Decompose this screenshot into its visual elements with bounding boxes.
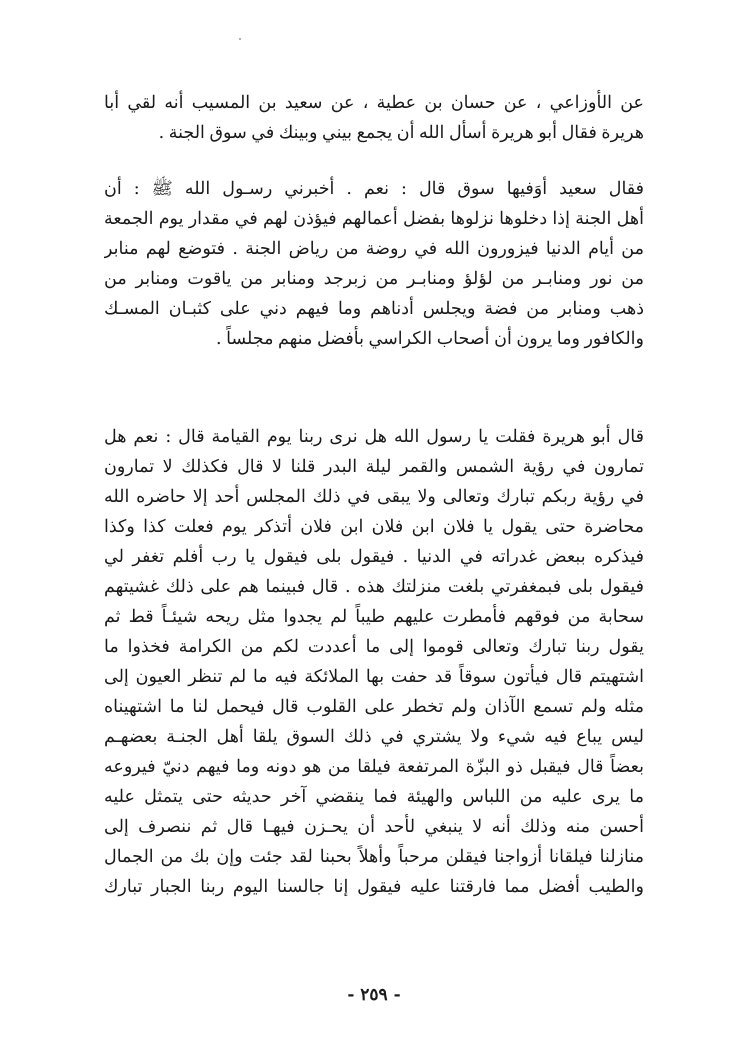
- text-line: عن الأوزاعي ، عن حسان بن عطية ، عن سعيد بن المسيب أنه لقي أبا: [104, 93, 644, 113]
- text-line: ليس يباع فيه شيء ولا يشتري في ذلك السوق يلقا أهل الجنـة بعضهـم: [104, 727, 644, 747]
- text-line: فيقول بلى فبمغفرتي بلغت منزلتك هذه . قال فبينما هم على ذلك غشيتهم: [104, 577, 644, 597]
- text-line: منازلنا فيلقانا أزواجنا فيقلن مرحباً وأهلاً بحبنا لقد جئت وإن بك من الجمال: [104, 847, 644, 867]
- text-line: ذهب ومنابر من فضة ويجلس أدناهم وما فيهم دني على كثبـان المسـك: [104, 299, 644, 319]
- text-line: والكافور وما يرون أن أصحاب الكراسي بأفضل منهم مجلساً .: [215, 329, 644, 349]
- text-line: أهل الجنة إذا دخلوها نزلوها بفضل أعمالهم فيؤذن لهم في مقدار يوم الجمعة: [104, 209, 644, 229]
- text-line: فقال سعيد أوَفيها سوق قال : نعم . أخبرني رسـول الله ﷺ : أن: [104, 179, 644, 199]
- text-line: هريرة فقال أبو هريرة أسأل الله أن يجمع بيني وبينك في سوق الجنة .: [158, 123, 644, 143]
- text-line: والطيب أفضل مما فارقتنا عليه فيقول إنا جالسنا اليوم ربنا الجبار تبارك: [104, 877, 644, 897]
- text-line: في رؤية ربكم تبارك وتعالى ولا يبقى في ذلك المجلس أحد إلا حاضره الله: [104, 487, 644, 507]
- paragraph-2: [104, 174, 644, 354]
- text-line: أحسن منه وذلك أنه لا ينبغي لأحد أن يحـزن فيهـا قال ثم ننصرف إلى: [104, 817, 644, 837]
- paper-speck: [239, 38, 241, 40]
- text-line: تمارون في رؤية الشمس والقمر ليلة البدر قلنا لا قال فكذلك لا تمارون: [104, 457, 644, 477]
- text-line: مثله ولم تسمع الآذان ولم تخطر على القلوب قال فيحمل لنا ما اشتهيناه: [104, 697, 644, 717]
- text-line: يقول ربنا تبارك وتعالى قوموا إلى ما أعددت لكم من الكرامة فخذوا ما: [104, 637, 644, 657]
- text-line: محاضرة حتى يقول يا فلان ابن فلان ابن فلان أتذكر يوم فعلت كذا وكذا: [104, 517, 644, 537]
- text-line: اشتهيتم قال فيأتون سوقاً قد حفت بها الملائكة فيه ما لم تنظر العيون إلى: [104, 667, 644, 687]
- text-line: من أيام الدنيا فيزورون الله في روضة من رياض الجنة . فتوضع لهم منابر: [104, 239, 644, 259]
- text-line: قال أبو هريرة فقلت يا رسول الله هل نرى ربنا يوم القيامة قال : نعم هل: [104, 427, 644, 447]
- text-line: من نور ومنابـر من لؤلؤ ومنابـر من زبرجد ومنابر من ياقوت ومنابر من: [104, 269, 644, 289]
- paragraph-3: [104, 422, 644, 902]
- text-line: سحابة من فوقهم فأمطرت عليهم طيباً لم يجدوا مثل ريحه شيئـاً قط ثم: [104, 607, 644, 627]
- text-line: ما يرى عليه من اللباس والهيئة فما ينقضي آخر حديثه حتى يتمثل عليه: [104, 787, 644, 807]
- paragraph-1: [104, 88, 644, 148]
- text-line: فيذكره ببعض غدراته في الدنيا . فيقول بلى فيقول يا رب أفلم تغفر لي: [104, 547, 644, 567]
- text-line: بعضاً قال فيقبل ذو البزّة المرتفعة فيلقا من هو دونه وما فيهم دنيّ فيروعه: [104, 757, 644, 777]
- page-number: - ٢٥٩ -: [347, 985, 401, 1005]
